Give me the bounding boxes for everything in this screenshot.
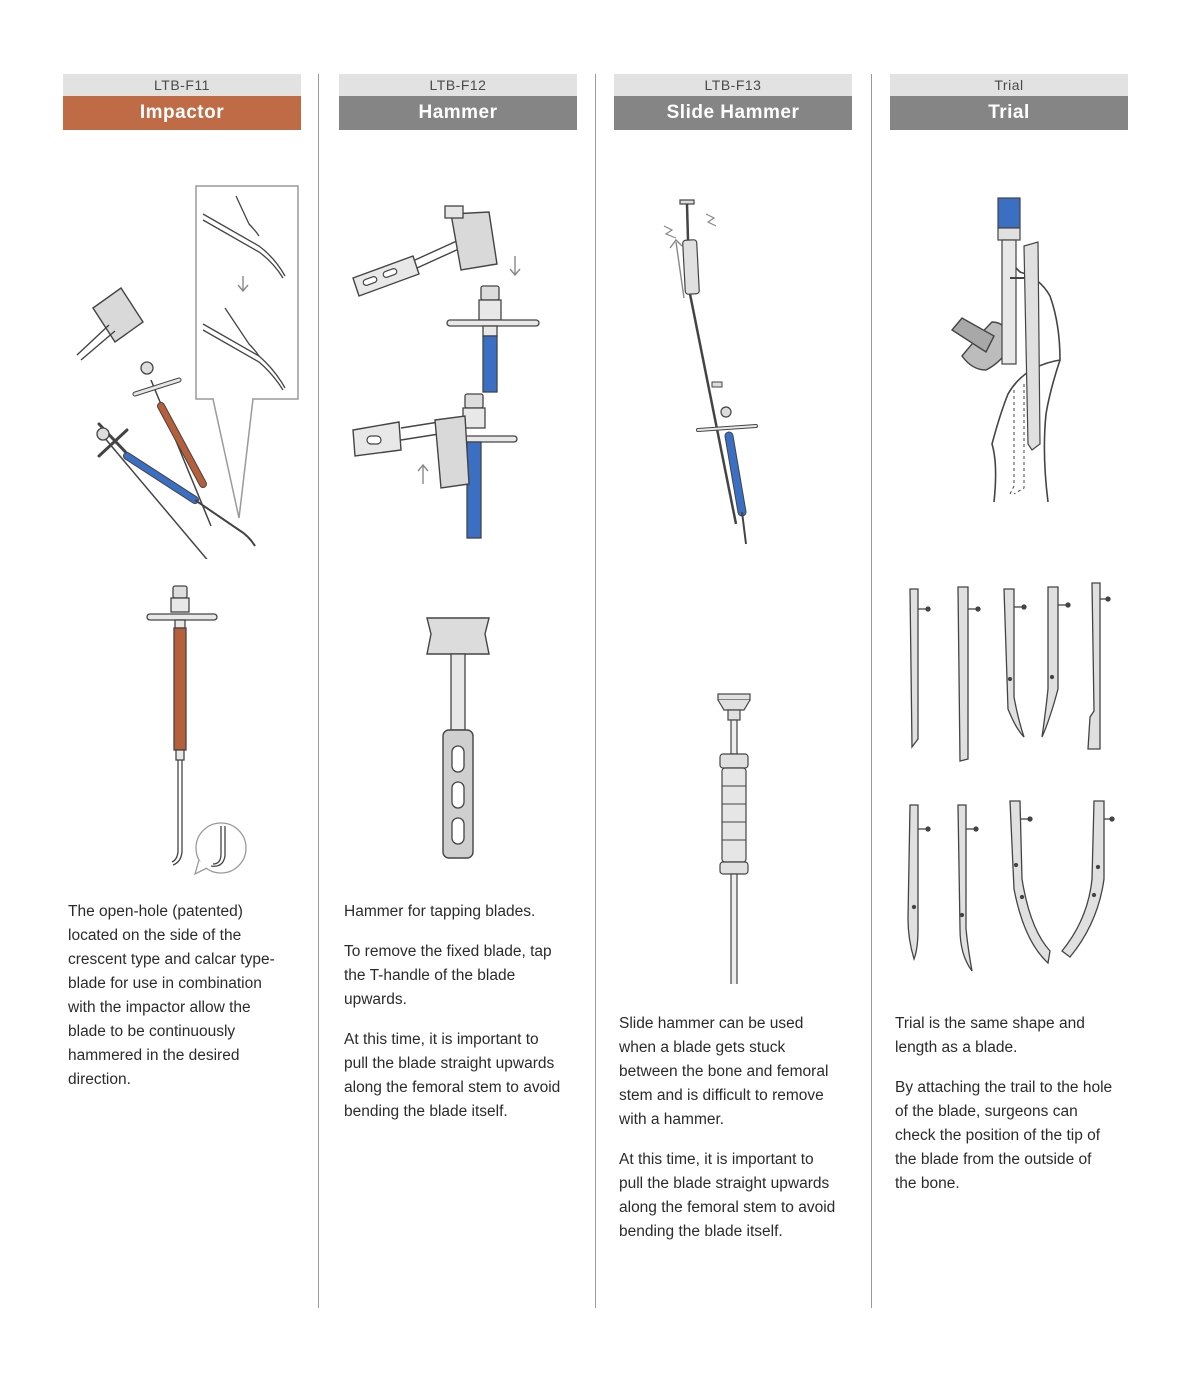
description-paragraph: Slide hammer can be used when a blade gets stuck between the bone and femoral stem and is difficult to remove with a hammer. — [619, 1015, 829, 1128]
slide-hammer-icon — [680, 200, 756, 544]
impactor-icon — [147, 586, 217, 865]
column-divider — [871, 74, 872, 1308]
description-paragraph: At this time, it is important to pull the blade straight upwards along the femoral stem to avoid bending the blade itself. — [619, 1151, 836, 1240]
hook-tip-icon — [195, 823, 246, 874]
impactor-product-illustration — [63, 584, 301, 884]
slide-hammer-description — [619, 1012, 841, 1260]
description-paragraph: Hammer for tapping blades. — [344, 903, 536, 920]
down-arrow-icon — [510, 256, 520, 275]
hammer-description — [344, 900, 566, 1140]
trial-blade-icon — [998, 198, 1040, 450]
description-paragraph: Trial is the same shape and length as a blade. — [895, 1015, 1085, 1056]
trial-description — [895, 1012, 1117, 1212]
slide-hammer-icon — [718, 694, 750, 984]
trial-blade-icon — [908, 583, 1114, 971]
column-divider — [595, 74, 596, 1308]
product-name: Impactor — [63, 96, 301, 130]
product-name: Hammer — [339, 96, 577, 130]
description-paragraph: By attaching the trail to the hole of the blade, surgeons can check the position of the tip of the blade from the outside of the bone. — [895, 1079, 1113, 1192]
product-name: Trial — [890, 96, 1128, 130]
product-code: LTB-F13 — [614, 74, 852, 96]
product-code: LTB-F12 — [339, 74, 577, 96]
column-impactor — [63, 74, 301, 1308]
product-code: LTB-F11 — [63, 74, 301, 96]
hammer-product-illustration — [339, 614, 577, 884]
up-arrow-icon — [418, 465, 428, 484]
t-handle-icon — [447, 286, 539, 392]
slide-hammer-usage-illustration — [614, 194, 852, 554]
column-divider — [318, 74, 319, 1308]
description-paragraph: The open-hole (patented) located on the side of the crescent type and calcar type-blade for use in combination with the impactor allow the blade to be continuously hammered in the desired direction. — [68, 903, 275, 1088]
hammer-head-icon — [77, 288, 143, 360]
trial-product-illustration — [890, 579, 1128, 979]
slide-hammer-product-illustration — [614, 614, 852, 984]
hammer-icon — [353, 206, 497, 296]
product-name: Slide Hammer — [614, 96, 852, 130]
hammer-icon — [353, 416, 469, 488]
column-hammer — [339, 74, 577, 1308]
hammer-usage-illustration — [339, 194, 577, 544]
impactor-usage-illustration — [63, 184, 301, 559]
impactor-description — [68, 900, 290, 1108]
hammer-icon — [427, 618, 489, 858]
description-paragraph: To remove the fixed blade, tap the T-handle of the blade upwards. — [344, 943, 552, 1008]
description-paragraph: At this time, it is important to pull the blade straight upwards along the femoral stem to avoid bending the blade itself. — [344, 1031, 561, 1120]
trial-usage-illustration — [890, 194, 1128, 514]
column-slide-hammer — [614, 74, 852, 1308]
product-code: Trial — [890, 74, 1128, 96]
column-trial — [890, 74, 1128, 1308]
